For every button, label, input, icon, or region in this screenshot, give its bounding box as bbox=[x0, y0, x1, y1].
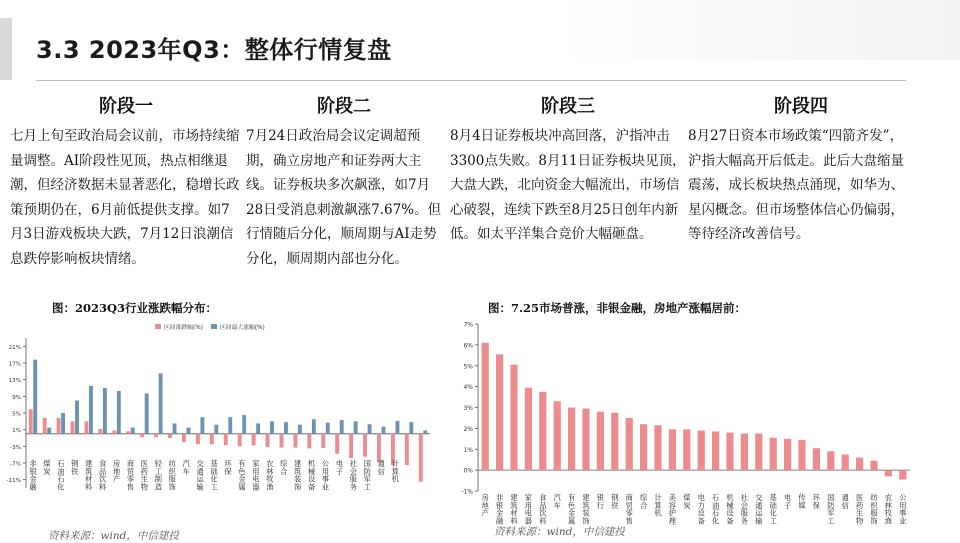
x-tick-label: 机械设备 bbox=[307, 459, 316, 492]
bar-2-23 bbox=[340, 420, 344, 434]
bar-2-26 bbox=[382, 427, 386, 434]
stage-3 bbox=[450, 92, 686, 247]
x-tick-label: 纺织服饰 bbox=[168, 459, 176, 492]
y-tick-label: -11% bbox=[6, 478, 21, 485]
x-tick-label: 建筑材料 bbox=[510, 493, 518, 526]
header-gradient bbox=[560, 0, 960, 60]
x-tick-label: 建筑材料 bbox=[85, 459, 93, 492]
bar-2-21 bbox=[312, 419, 316, 434]
x-tick-label: 食品饮料 bbox=[539, 493, 547, 526]
bar-2-19 bbox=[284, 422, 288, 434]
x-tick-label: 钢铁 bbox=[71, 459, 79, 476]
bar-2-11 bbox=[173, 423, 177, 433]
bar-1-20 bbox=[755, 434, 762, 471]
x-tick-label: 商贸零售 bbox=[625, 493, 633, 526]
x-tick-label: 环保 bbox=[812, 493, 821, 510]
x-tick-label: 传媒 bbox=[798, 493, 806, 510]
bar-1-6 bbox=[554, 401, 561, 470]
y-tick-label: 2% bbox=[463, 425, 473, 433]
bar-2-3 bbox=[61, 413, 65, 434]
y-tick-label: 21% bbox=[8, 344, 21, 351]
y-tick-label: 17% bbox=[8, 361, 21, 368]
bar-1-24 bbox=[813, 448, 820, 470]
legend-swatch-2 bbox=[211, 324, 217, 329]
x-tick-label: 家用电器 bbox=[252, 459, 260, 492]
bar-2-1 bbox=[33, 360, 37, 434]
x-tick-label: 轻工制造 bbox=[154, 459, 162, 492]
stage-2 bbox=[246, 92, 442, 271]
x-tick-label: 汽车 bbox=[553, 493, 561, 510]
stage-4-heading: 阶段四 bbox=[774, 96, 828, 117]
bar-2-15 bbox=[228, 417, 232, 434]
bar-1-7 bbox=[568, 408, 575, 471]
right-source-note: 资料来源：wind，中信建投 bbox=[494, 526, 625, 538]
right-chart-title: 图：7.25市场普涨，非银金融，房地产涨幅居前： bbox=[488, 301, 747, 315]
bar-1-21 bbox=[307, 434, 311, 449]
stage-2-heading: 阶段二 bbox=[317, 96, 371, 117]
bar-2-7 bbox=[117, 391, 121, 434]
bar-1-5 bbox=[539, 392, 546, 470]
bar-2-9 bbox=[145, 393, 149, 433]
bar-1-24 bbox=[349, 434, 353, 458]
bar-1-9 bbox=[140, 434, 144, 437]
x-tick-label: 计算机 bbox=[654, 493, 662, 518]
y-tick-label: 1% bbox=[12, 428, 21, 435]
bar-2-22 bbox=[326, 423, 330, 434]
x-tick-label: 公用事业 bbox=[899, 493, 907, 526]
bar-1-26 bbox=[842, 454, 849, 470]
x-tick-label: 农林牧渔 bbox=[266, 459, 274, 492]
y-tick-label: 0% bbox=[463, 467, 473, 475]
x-tick-label: 有色金属 bbox=[238, 459, 246, 492]
y-tick-label: -7% bbox=[10, 461, 21, 468]
x-tick-label: 综合 bbox=[639, 493, 648, 510]
bar-1-29 bbox=[885, 470, 892, 476]
y-tick-label: 1% bbox=[463, 446, 473, 454]
bar-1-2 bbox=[496, 354, 503, 470]
bar-1-18 bbox=[726, 433, 733, 471]
stage-2-text: 7月24日政治局会议定调超预期，确立房地产和证券两大主线。证券板块多次飙涨，如7月28日受消息刺激飙涨7.67%。但行情随后分化，顺周期与AI走势分化，顺周期内部也分化。 bbox=[246, 128, 442, 267]
x-tick-label: 基础化工 bbox=[210, 459, 218, 492]
x-tick-label: 通信 bbox=[841, 493, 849, 510]
bar-2-24 bbox=[354, 421, 358, 434]
y-tick-label: 3% bbox=[463, 405, 473, 412]
bar-1-25 bbox=[363, 434, 367, 457]
x-tick-label: 煤炭 bbox=[43, 459, 51, 476]
industry-change-chart bbox=[0, 316, 440, 534]
bar-1-16 bbox=[698, 430, 705, 470]
stage-1-text: 七月上旬至政治局会议前，市场持续缩量调整。AI阶段性见顶，热点相继退潮，但经济数据未显著恶化，稳增长政策预期仍在，6月前低提供支撑。如7月3日游戏板块大跌，7月12日浪潮信息跌停影响板块情绪。 bbox=[10, 128, 240, 267]
bar-1-23 bbox=[335, 434, 339, 454]
bar-1-7 bbox=[112, 431, 116, 434]
x-tick-label: 国防军工 bbox=[363, 459, 371, 492]
bar-1-10 bbox=[611, 413, 618, 470]
bar-1-5 bbox=[84, 421, 88, 434]
bar-1-15 bbox=[224, 434, 228, 445]
y-tick-label: -1% bbox=[461, 488, 473, 496]
x-tick-label: 钢铁 bbox=[611, 493, 619, 510]
legend-swatch-1 bbox=[155, 324, 161, 329]
x-tick-label: 煤炭 bbox=[683, 493, 691, 510]
y-tick-label: 4% bbox=[463, 384, 473, 392]
bar-1-17 bbox=[712, 432, 719, 471]
stage-1-heading: 阶段一 bbox=[99, 96, 153, 117]
y-tick-label: 7% bbox=[463, 321, 473, 329]
bar-2-25 bbox=[368, 424, 372, 434]
x-tick-label: 石油石化 bbox=[57, 459, 65, 492]
bar-2-6 bbox=[103, 388, 107, 434]
x-tick-label: 计算机 bbox=[391, 459, 399, 484]
bar-2-16 bbox=[242, 415, 246, 434]
stage-3-text: 8月4日证券板块冲高回落，沪指冲击3300点失败。8月11日证券板块见顶，大盘大跌，北向资金大幅流出，市场信心破裂，连续下跌至8月25日创年内新低。如太平洋集合竞价大幅砸盘。 bbox=[450, 128, 686, 242]
bar-1-12 bbox=[182, 434, 186, 442]
bar-1-1 bbox=[29, 409, 33, 434]
x-tick-label: 综合 bbox=[280, 459, 288, 476]
bar-2-17 bbox=[256, 423, 260, 433]
bar-1-26 bbox=[377, 434, 381, 462]
bar-1-16 bbox=[238, 434, 242, 447]
x-tick-label: 通信 bbox=[377, 459, 385, 476]
bar-1-4 bbox=[525, 388, 532, 470]
y-tick-label: -3% bbox=[10, 444, 21, 451]
bar-2-8 bbox=[131, 428, 135, 434]
x-tick-label: 电子 bbox=[335, 459, 344, 476]
bar-1-17 bbox=[252, 434, 256, 446]
x-tick-label: 电子 bbox=[783, 493, 792, 510]
bar-1-3 bbox=[57, 418, 61, 434]
bar-1-15 bbox=[683, 429, 690, 470]
accent-bar bbox=[0, 18, 12, 80]
bar-1-23 bbox=[798, 440, 805, 470]
x-tick-label: 美容护理 bbox=[668, 493, 677, 526]
bar-1-13 bbox=[654, 425, 661, 470]
x-tick-label: 机械设备 bbox=[726, 493, 734, 526]
x-tick-label: 有色金属 bbox=[567, 493, 576, 526]
bar-1-21 bbox=[770, 438, 777, 470]
x-tick-label: 社会服务 bbox=[740, 493, 749, 526]
stage-4 bbox=[688, 92, 914, 247]
bar-1-12 bbox=[640, 424, 647, 470]
y-tick-label: 5% bbox=[12, 411, 21, 418]
x-tick-label: 房地产 bbox=[112, 459, 121, 484]
bar-1-25 bbox=[827, 451, 834, 470]
x-tick-label: 家用电器 bbox=[524, 493, 533, 526]
y-tick-label: 5% bbox=[463, 363, 473, 371]
bar-1-22 bbox=[784, 439, 791, 470]
x-tick-label: 非银金融 bbox=[29, 459, 37, 492]
bar-1-14 bbox=[669, 429, 676, 470]
bar-1-19 bbox=[741, 434, 748, 471]
x-tick-label: 交通运输 bbox=[755, 493, 763, 526]
stage-1 bbox=[10, 92, 242, 271]
legend-label-2: 区间最大涨幅(%) bbox=[220, 325, 265, 331]
x-tick-label: 商贸零售 bbox=[126, 459, 135, 492]
bar-2-18 bbox=[270, 421, 274, 434]
page-title: 3.3 2023年Q3：整体行情复盘 bbox=[36, 36, 392, 64]
bar-1-30 bbox=[899, 470, 906, 479]
bar-2-28 bbox=[409, 422, 413, 434]
market-rally-chart bbox=[448, 316, 918, 534]
x-tick-label: 医药生物 bbox=[855, 493, 864, 526]
bar-1-28 bbox=[405, 434, 409, 465]
x-tick-label: 交通运输 bbox=[196, 459, 204, 492]
bar-2-27 bbox=[395, 421, 399, 434]
bar-1-13 bbox=[196, 434, 200, 444]
stage-3-heading: 阶段三 bbox=[541, 96, 595, 117]
x-tick-label: 纺织服饰 bbox=[870, 493, 878, 526]
bar-2-5 bbox=[89, 386, 93, 434]
x-tick-label: 电力设备 bbox=[697, 493, 705, 526]
x-tick-label: 医药生物 bbox=[140, 459, 149, 492]
bar-1-4 bbox=[71, 421, 75, 434]
bar-1-18 bbox=[266, 434, 270, 447]
bar-1-2 bbox=[43, 418, 47, 434]
x-tick-label: 银行 bbox=[596, 493, 605, 510]
stage-4-text: 8月27日资本市场政策“四箭齐发”，沪指大幅高开后低走。此后大盘缩量震荡，成长板块热点涌现，如华为、星闪概念。但市场整体信心仍偏弱，等待经济改善信号。 bbox=[688, 128, 904, 242]
x-tick-label: 公用事业 bbox=[321, 459, 330, 492]
bar-1-27 bbox=[856, 458, 863, 471]
bar-1-11 bbox=[626, 418, 633, 470]
bar-1-29 bbox=[419, 434, 423, 482]
left-chart-title: 图：2023Q3行业涨跌幅分布： bbox=[52, 301, 218, 315]
x-tick-label: 社会服务 bbox=[349, 459, 357, 492]
bar-1-28 bbox=[870, 461, 877, 470]
bar-1-8 bbox=[126, 431, 130, 434]
x-tick-label: 国防军工 bbox=[827, 493, 835, 526]
x-tick-label: 建筑装饰 bbox=[294, 459, 302, 492]
x-tick-label: 房地产 bbox=[481, 493, 489, 518]
x-tick-label: 基础化工 bbox=[769, 493, 777, 526]
x-tick-label: 农林牧渔 bbox=[884, 493, 893, 526]
left-source-note: 资料来源：wind，中信建投 bbox=[48, 530, 179, 542]
bar-1-9 bbox=[597, 412, 604, 470]
bar-1-14 bbox=[210, 434, 214, 444]
x-tick-label: 非银金融 bbox=[495, 493, 504, 526]
y-tick-label: 13% bbox=[8, 378, 21, 385]
bar-1-1 bbox=[482, 343, 489, 470]
bar-1-22 bbox=[321, 434, 325, 448]
y-tick-label: 9% bbox=[12, 394, 21, 401]
y-tick-label: 6% bbox=[463, 342, 473, 350]
x-tick-label: 食品饮料 bbox=[99, 459, 107, 492]
legend-label-1: 区间涨跌幅(%) bbox=[164, 325, 204, 331]
x-tick-label: 建筑装饰 bbox=[582, 493, 590, 526]
bar-2-12 bbox=[187, 428, 191, 434]
bar-2-2 bbox=[47, 428, 51, 434]
bar-2-14 bbox=[214, 425, 218, 434]
bar-1-8 bbox=[582, 409, 589, 471]
title-divider bbox=[36, 80, 906, 81]
bar-1-19 bbox=[280, 434, 284, 448]
x-tick-label: 汽车 bbox=[182, 459, 190, 476]
x-tick-label: 石油石化 bbox=[711, 493, 720, 526]
x-tick-label: 环保 bbox=[224, 459, 232, 476]
bar-1-20 bbox=[293, 434, 297, 448]
bar-2-29 bbox=[423, 431, 427, 434]
bar-2-20 bbox=[298, 425, 302, 434]
bar-1-6 bbox=[98, 429, 102, 434]
bar-1-10 bbox=[154, 434, 158, 437]
bar-1-11 bbox=[168, 434, 172, 438]
bar-1-3 bbox=[510, 365, 517, 470]
bar-2-13 bbox=[200, 417, 204, 434]
bar-2-4 bbox=[75, 401, 79, 434]
bar-2-10 bbox=[159, 373, 163, 433]
